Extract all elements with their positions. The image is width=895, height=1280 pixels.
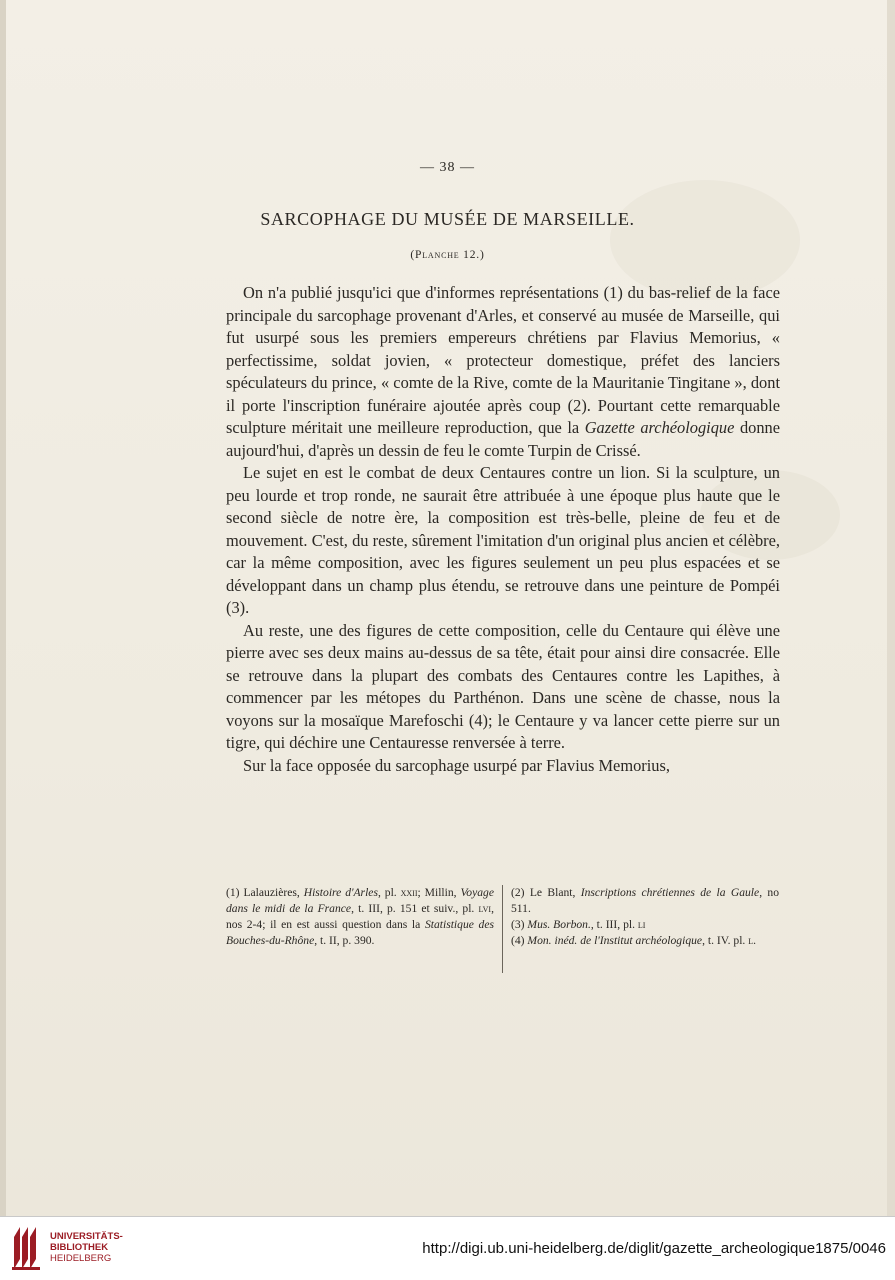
library-name-line-2: BIBLIOTHEK — [50, 1242, 109, 1253]
plate-reference — [0, 249, 895, 261]
fn1-italic: Statistique des Bouches-du-Rhône — [226, 918, 494, 947]
page-edge-right — [887, 0, 895, 1216]
paragraph-1-text-a: On n'a publié jusqu'ici que d'informes représentations (1) du bas-relief de la face principale du sarcophage provenant d'Arles, et conservé au musée de Marseille, qui fut usurpé sous les premiers empereurs chrétiens par Flavius Memorius, « perfectissime, soldat jovien, « protecteur domestique, préfet des lanciers spéculateurs du prince, « comte de la Rive, comte de la Mauritanie Tingitane », dont il porte l'inscription funéraire ajoutée après coup (2). Pourtant cette remarquable sculpture méritait une meilleure reproduction, que la — [226, 283, 780, 437]
fn1-text: , nos 2-4; il en est aussi question dans la — [226, 902, 494, 931]
fn1-text: (1) Lalauzières, — [226, 886, 304, 899]
footnote-1 — [226, 885, 494, 949]
paragraph-1-text-b: donne aujourd'hui, d'après un dessin de feu le comte Turpin de Crissé. — [226, 418, 780, 460]
fn2-text: , no 511. — [511, 886, 780, 915]
fn1-smallcaps: lvi — [478, 902, 492, 915]
footnote-3 — [511, 917, 779, 933]
fn2-italic: Inscriptions chrétiennes de la Gaule — [580, 886, 760, 899]
library-name-line-1: UNIVERSITÄTS- — [50, 1231, 123, 1242]
paragraph-1 — [226, 282, 780, 462]
paragraph-3: Au reste, une des figures de cette composition, celle du Centaure qui élève une pierre avec ses deux mains au-dessus de sa tête, était pour ainsi dire consacrée. Elle se retrouve dans la plupart des combats des Centaures contre les Lapithes, à commencer par les métopes du Parthénon. Dans une scène de chasse, nous la voyons sur la mosaïque Marefoschi (4); le Centaure y va lancer cette pierre sur un tigre, qui déchire une Centauresse renversée à terre. — [226, 620, 780, 752]
permalink-url[interactable]: http://digi.ub.uni-heidelberg.de/diglit/gazette_archeologique1875/0046 — [422, 1240, 886, 1257]
fn2-text: (2) Le Blant, — [511, 886, 581, 899]
fn1-text: , t. III, p. 151 et suiv., pl. — [351, 902, 479, 915]
fn3-text: (3) — [511, 918, 528, 931]
fn4-text: (4) — [511, 934, 528, 947]
fn4-smallcaps: l. — [748, 934, 757, 947]
fn4-text: , t. IV. pl. — [702, 934, 749, 947]
footnotes — [226, 885, 780, 973]
article-title: SARCOPHAGE DU MUSÉE DE MARSEILLE. — [260, 209, 635, 229]
footnote-column-right — [511, 885, 779, 973]
library-name-line-3: HEIDELBERG — [50, 1253, 112, 1264]
fn3-text: , t. III, pl. — [590, 918, 638, 931]
fn1-text: , pl. — [377, 886, 401, 899]
footnote-column-left — [226, 885, 494, 973]
fn1-text: ; Millin, — [417, 886, 461, 899]
gazette-title-italic: Gazette archéologique — [584, 418, 735, 437]
fn1-text: , t. II, p. 390. — [314, 934, 375, 947]
fn3-italic: Mus. Borbon. — [527, 918, 591, 931]
footnote-divider — [502, 885, 503, 973]
university-logo-icon[interactable] — [10, 1223, 42, 1273]
fn1-smallcaps: xxii — [400, 886, 418, 899]
footnote-2 — [511, 885, 779, 917]
plate-reference-text: (Planche 12.) — [410, 249, 485, 261]
library-name[interactable] — [50, 1231, 123, 1264]
fn3-smallcaps: li — [637, 918, 646, 931]
fn1-italic: Voyage dans le midi de la France — [226, 886, 494, 915]
page-edge-left — [0, 0, 6, 1216]
page-number: — 38 — — [420, 160, 475, 175]
footnote-4 — [511, 933, 779, 949]
paragraph-2: Le sujet en est le combat de deux Centaures contre un lion. Si la sculpture, un peu lourde et trop ronde, ne saurait être attribuée à une époque plus haute que le second siècle de notre ère, la composition est très-belle, pleine de feu et de mouvement. C'est, du reste, sûrement l'imitation d'un original plus ancien et célèbre, car la même composition, avec les figures seulement un peu plus espacées et se développant dans un champ plus étendu, se retrouve dans une peinture de Pompéi (3). — [226, 463, 780, 617]
fn4-italic: Mon. inéd. de l'Institut archéologique — [527, 934, 703, 947]
article-body — [226, 282, 780, 777]
paragraph-4: Sur la face opposée du sarcophage usurpé par Flavius Memorius, — [243, 755, 670, 775]
fn1-italic: Histoire d'Arles — [303, 886, 378, 899]
